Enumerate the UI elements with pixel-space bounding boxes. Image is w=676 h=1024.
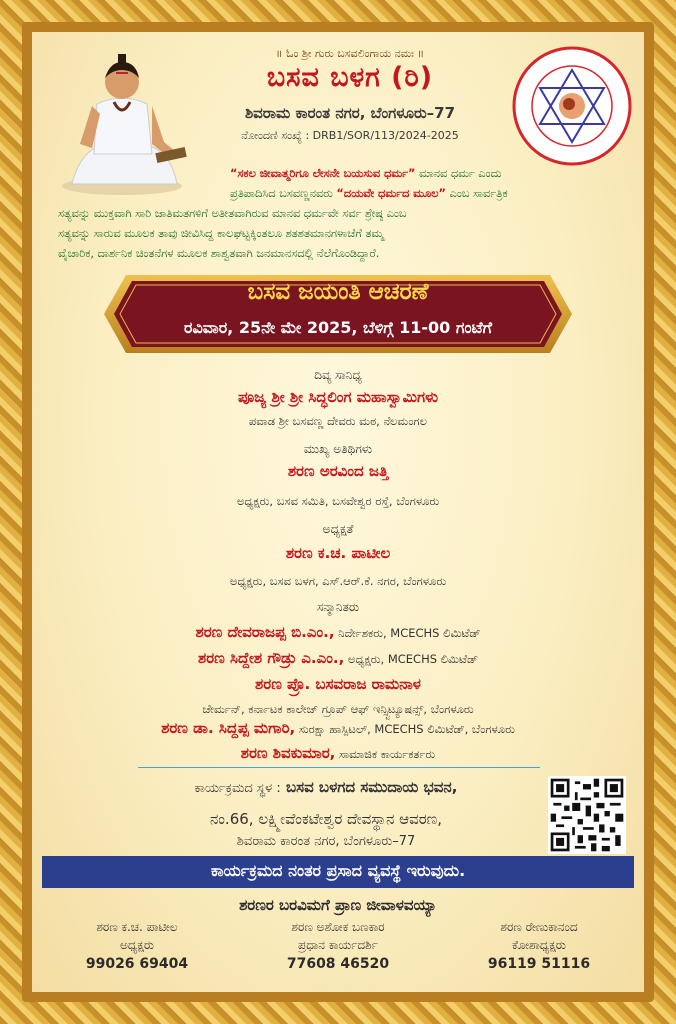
registration-number: ನೋಂದಣಿ ಸಂಖ್ಯೆ : DRB1/SOR/113/2024-2025: [241, 129, 459, 142]
prasada-notice: ಕಾರ್ಯಕ್ರಮದ ನಂತರ ಪ್ರಸಾದ ವ್ಯವಸ್ಥೆ ಇರುವುದು.: [210, 861, 466, 880]
contact-card: [444, 920, 634, 972]
intro-paragraph: [58, 164, 618, 264]
venue-name: ಬಸವ ಬಳಗದ ಸಮುದಾಯ ಭವನ,: [280, 778, 458, 796]
chair-name: ಶರಣ ಕ.ಚ. ಪಾಟೀಲ: [285, 544, 391, 562]
honoree-row: [40, 674, 636, 693]
honoree-description: ಸುರಕ್ಷಾ ಹಾಸ್ಪಿಟಲ್, MCECHS ಲಿಮಿಟೆಡ್, ಬೆಂಗಳೂರು: [295, 722, 515, 736]
intro-line-3: ಸತ್ಯವನ್ನು ಮುಕ್ತವಾಗಿ ಸಾರಿ ಜಾತಿಮತಗಳಿಗೆ ಅತೀತವಾಗಿರುವ ಮಾನವ ಧರ್ಮವೇ ಸರ್ವ ಶ್ರೇಷ್ಠ ಎಂಬ: [58, 207, 407, 220]
contact-phone: 77608 46520: [286, 956, 390, 972]
contact-role: ಪ್ರಧಾನ ಕಾರ್ಯದರ್ಶಿ: [298, 938, 378, 952]
presence-description: ಪವಾಡ ಶ್ರೀ ಬಸವಣ್ಣ ದೇವರು ಮಠ, ನೆಲಮಂಗಲ: [248, 414, 428, 428]
presence-name: ಪೂಜ್ಯ ಶ್ರೀ ಶ್ರೀ ಸಿದ್ಧಲಿಂಗ ಮಹಾಸ್ವಾಮಿಗಳು: [237, 388, 439, 406]
chief-guest-name: ಶರಣ ಅರವಿಂದ ಜತ್ತಿ: [287, 462, 389, 480]
honoree-description: ಚೇರ್ಮನ್, ಕರ್ನಾಟಕ ಕಾಲೇಜ್ ಗ್ರೂಪ್ ಆಫ್ ಇನ್ಸ್ಟಿಟ್ಯೂಷನ್ಸ್, ಬೆಂಗಳೂರು: [202, 702, 474, 716]
venue-address-line-1: ನಂ.66, ಲಕ್ಷ್ಮೀವೆಂಕಟೇಶ್ವರ ದೇವಸ್ಥಾನ ಆವರಣ,: [209, 810, 443, 828]
intro-quote-2: “ದಯವೇ ಧರ್ಮದ ಮೂಲ”: [336, 187, 446, 200]
honoree-description: ಅಧ್ಯಕ್ಷರು, MCECHS ಲಿಮಿಟೆಡ್: [344, 652, 479, 666]
venue-label: ಕಾರ್ಯಕ್ರಮದ ಸ್ಥಳ :: [194, 781, 281, 796]
contact-phone: 96119 51116: [487, 956, 591, 972]
honoree-row: [40, 622, 636, 641]
chief-guest-label: ಮುಖ್ಯ ಅತಿಥಿಗಳು: [303, 442, 373, 456]
honoree-name: ಶರಣ ಶಿವಕುಮಾರ,: [240, 744, 336, 762]
organization-emblem: [510, 44, 634, 168]
chair-description: ಅಧ್ಯಕ್ಷರು, ಬಸವ ಬಳಗ, ಎಸ್.ಆರ್.ಕೆ. ನಗರ, ಬೆಂಗಳೂರು: [229, 574, 447, 588]
intro-line-5: ವೈಚಾರಿಕ, ದಾರ್ಶನಿಕ ಚಿಂತನೆಗಳ ಮೂಲಕ ಶಾಶ್ವತವಾಗಿ ಜನಮಾನಸದಲ್ಲಿ ನೆಲೆಗೊಂಡಿದ್ದಾರೆ.: [58, 247, 380, 260]
invocation-line: ॥ ಓಂ ಶ್ರೀ ಗುರು ಬಸವಲಿಂಗಾಯ ನಮಃ ॥: [275, 47, 425, 60]
honoree-row: [40, 698, 636, 717]
honoree-description: ನಿರ್ದೇಶಕರು, MCECHS ಲಿಮಿಟೆಡ್: [334, 626, 481, 640]
intro-quote-1: “ಸಕಲ ಜೀವಾತ್ಮರಿಗೂ ಲೇಸನೇ ಬಯಸುವ ಧರ್ಮ”: [230, 167, 416, 180]
contact-name: ಶರಣ ಅಶೋಕ ಬಣಕಾರ: [291, 920, 385, 934]
intro-text-2: ಪ್ರತಿಪಾದಿಸಿದ ಬಸವಣ್ಣನವರು: [230, 187, 337, 200]
honorees-label: ಸನ್ಮಾನಿತರು: [316, 600, 360, 614]
contact-card: [42, 920, 232, 972]
organization-name: ಬಸವ ಬಳಗ (ರಿ): [266, 62, 434, 93]
honoree-row: [40, 718, 636, 737]
organization-address: ಶಿವರಾಮ ಕಾರಂತ ನಗರ, ಬೆಂಗಳೂರು–77: [244, 104, 456, 122]
intro-text-3: ಎಂಬ ಸಾರ್ವತ್ರಿಕ: [445, 187, 508, 200]
contact-role: ಕೋಶಾಧ್ಯಕ್ಷರು: [512, 938, 566, 952]
event-date: ರವಿವಾರ, 25ನೇ ಮೇ 2025, ಬೆಳಿಗ್ಗೆ 11-00 ಗಂಟೆಗೆ: [184, 318, 492, 337]
venue-address-line-2: ಶಿವರಾಮ ಕಾರಂತ ನಗರ, ಬೆಂಗಳೂರು–77: [236, 834, 416, 849]
chair-label: ಅಧ್ಯಕ್ಷತೆ: [322, 522, 354, 536]
chief-guest-description: ಅಧ್ಯಕ್ಷರು, ಬಸವ ಸಮಿತಿ, ಬಸವೇಶ್ವರ ರಸ್ತೆ, ಬೆಂಗಳೂರು: [236, 494, 440, 508]
contact-role: ಅಧ್ಯಕ್ಷರು: [120, 938, 154, 952]
honoree-description: ಸಾಮಾಜಿಕ ಕಾರ್ಯಕರ್ತರು: [335, 747, 436, 761]
contact-phone: 99026 69404: [85, 956, 189, 972]
honoree-name: ಶರಣ ದೇವರಾಜಪ್ಪ ಬಿ.ಎಂ.,: [195, 623, 335, 641]
contact-card: [243, 920, 433, 972]
honoree-name: ಶರಣ ಪ್ರೊ. ಬಸವರಾಜ ರಾಮನಾಳ: [255, 675, 421, 693]
honoree-name: ಶರಣ ಡಾ. ಸಿದ್ದಪ್ಪ ಮಗಾರಿ,: [161, 719, 296, 737]
venue-heading: [106, 778, 546, 796]
welcome-line: ಶರಣರ ಬರವಿಮಗೆ ಪ್ರಾಣ ಜೀವಾಳವಯ್ಯಾ: [239, 896, 437, 914]
divider: [138, 767, 540, 768]
event-title: ಬಸವ ಜಯಂತಿ ಆಚರಣೆ: [247, 279, 429, 305]
honoree-row: [40, 743, 636, 762]
presence-label: ದಿವ್ಯ ಸಾನಿಧ್ಯ: [314, 368, 362, 382]
intro-text-1: ಮಾನವ ಧರ್ಮ ಎಂದು: [415, 167, 502, 180]
contact-name: ಶರಣ ಕ.ಚ. ಪಾಟೀಲ: [96, 920, 178, 934]
honoree-name: ಶರಣ ಸಿದ್ದೇಶ ಗೌಡ್ರು ಎ.ಎಂ.,: [197, 649, 345, 667]
qr-code[interactable]: [548, 776, 626, 854]
honoree-row: [40, 648, 636, 667]
intro-line-4: ಸತ್ಯವನ್ನು ಸಾರುವ ಮೂಲಕ ತಾವು ಜೀವಿಸಿದ್ದ ಕಾಲಘಟ್ಟಕ್ಕಿಂತಲೂ ಶತಶತಮಾನಗಳಾಚೆಗೆ ತಮ್ಮ: [58, 227, 384, 240]
contact-name: ಶರಣ ರೇಣುಕಾನಂದ: [500, 920, 578, 934]
